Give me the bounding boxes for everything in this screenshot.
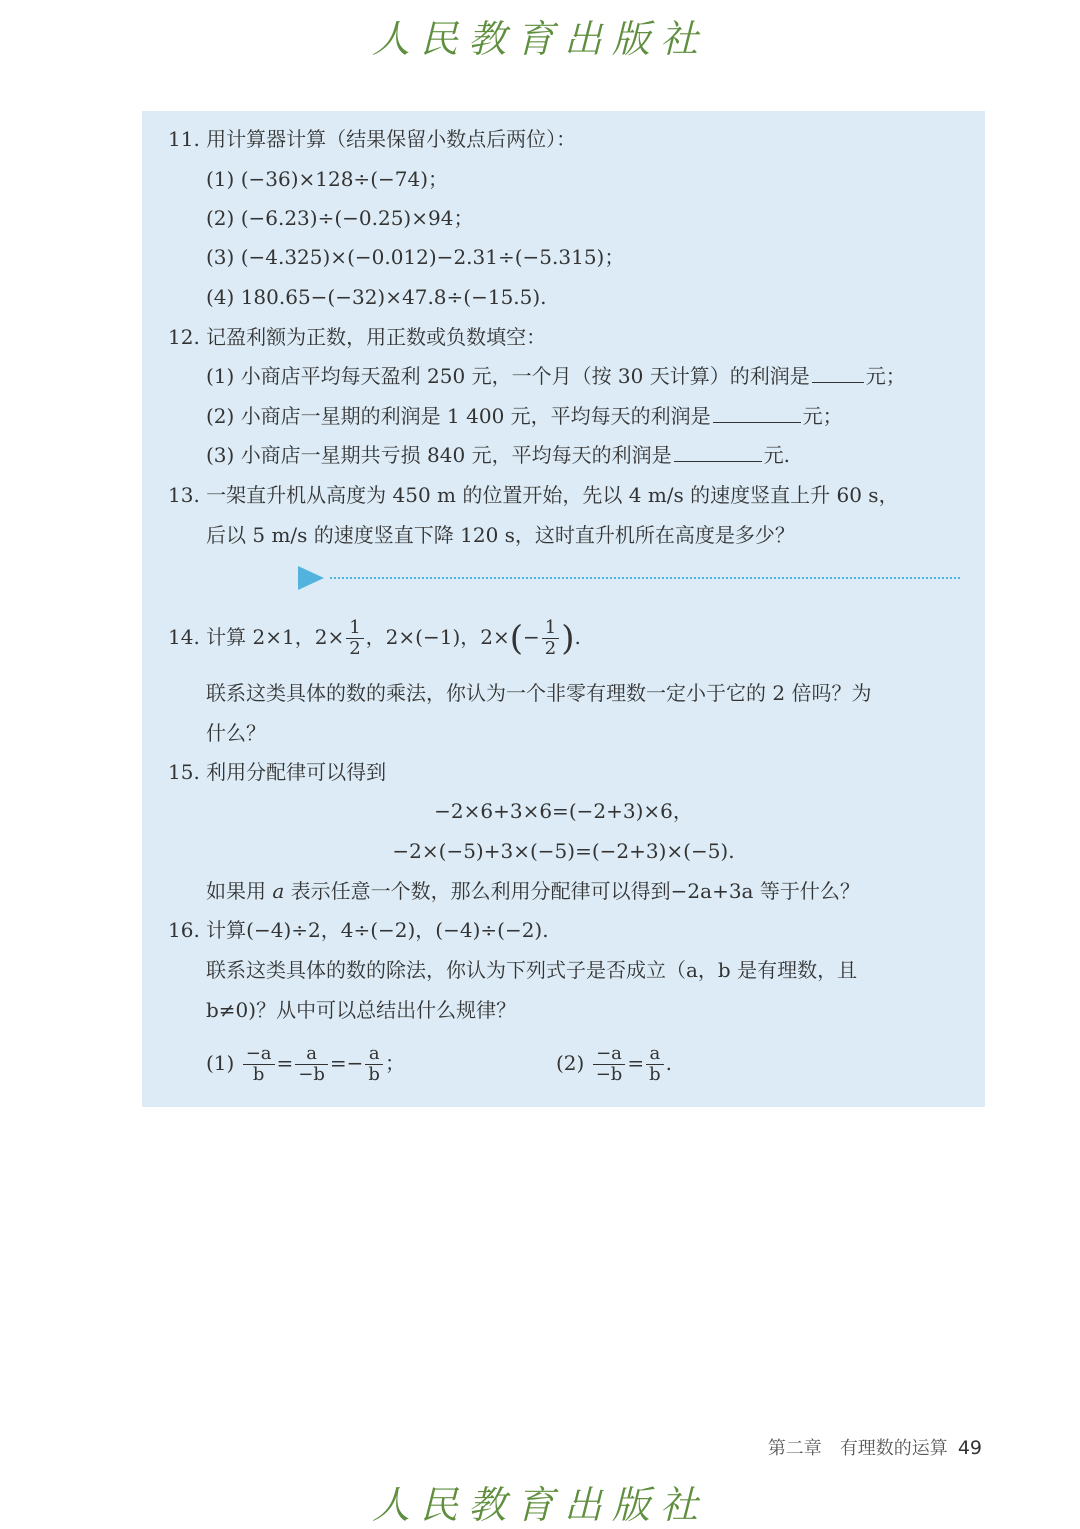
exercise-12-item-2 — [206, 402, 843, 430]
exercise-13-line-1: 13. 一架直升机从高度为 450 m 的位置开始，先以 4 m/s 的速度竖直上升 60 s， — [168, 483, 899, 507]
fraction-half-negative — [542, 618, 559, 659]
publisher-logo-top: 人民教育出版社 — [371, 17, 708, 61]
exercise-12-item-1-text: (1) 小商店平均每天盈利 250 元，一个月（按 30 天计算）的利润是 — [206, 364, 810, 388]
exercise-15-equation-1: −2×6+3×6=(−2+3)×6， — [434, 799, 693, 823]
right-paren: ) — [561, 618, 575, 659]
answer-blank[interactable] — [713, 402, 801, 423]
fraction-numerator: −a — [593, 1044, 626, 1065]
fraction-denominator: 2 — [544, 638, 557, 659]
exercise-11-item-1: (1) (−36)×128÷(−74)； — [206, 167, 449, 191]
expression: −2a+3a — [670, 879, 754, 903]
exercise-12-item-1 — [206, 362, 906, 390]
fraction-denominator: −b — [298, 1064, 325, 1085]
exercise-12-item-2-text: (2) 小商店一星期的利润是 1 400 元，平均每天的利润是 — [206, 404, 711, 428]
fraction-numerator: −a — [243, 1044, 275, 1065]
fraction — [295, 1044, 328, 1085]
exercise-15-line-1: 15. 利用分配律可以得到 — [168, 760, 387, 784]
publisher-logo-bottom: 人民教育出版社 — [371, 1483, 708, 1527]
fraction — [593, 1044, 626, 1085]
footer-chapter-title: 有理数的运算 — [839, 1438, 948, 1459]
answer-blank[interactable] — [674, 441, 762, 462]
page-number: 49 — [957, 1437, 982, 1459]
fraction-denominator: −b — [595, 1064, 623, 1085]
left-paren: ( — [509, 618, 523, 659]
fraction-numerator: a — [295, 1044, 328, 1065]
formula-label: (1) — [206, 1051, 235, 1075]
punctuation: . — [665, 1051, 672, 1075]
fraction-half — [346, 618, 363, 659]
exercise-12-item-1-unit: 元； — [865, 364, 906, 388]
exercise-15-text-c: 等于什么？ — [759, 879, 860, 903]
fraction-denominator: b — [649, 1064, 661, 1085]
equals-sign: = — [627, 1051, 645, 1075]
exercise-11-title: 11. 用计算器计算（结果保留小数点后两位）： — [168, 127, 577, 151]
exercise-12-item-3-unit: 元. — [763, 443, 790, 467]
fraction-numerator: a — [646, 1044, 664, 1065]
exercise-14-lead: 14. 计算 2×1，2× — [168, 625, 345, 649]
punctuation: ； — [384, 1051, 405, 1075]
equals-sign: = — [276, 1051, 294, 1075]
negative-sign: − — [523, 625, 540, 649]
fraction-numerator: 1 — [346, 618, 363, 639]
exercise-13-line-2: 后以 5 m/s 的速度竖直下降 120 s，这时直升机所在高度是多少？ — [206, 523, 795, 547]
fraction-denominator: b — [368, 1064, 380, 1085]
fraction-denominator: 2 — [349, 638, 361, 659]
exercise-16-line-1: 16. 计算(−4)÷2，4÷(−2)，(−4)÷(−2). — [168, 918, 549, 942]
variable-a: a — [272, 879, 285, 903]
formula-label: (2) — [556, 1051, 585, 1075]
exercise-12-item-2-unit: 元； — [802, 404, 843, 428]
page-footer — [768, 1434, 982, 1460]
exercise-15-line-4 — [206, 877, 860, 905]
exercise-16-formula-1 — [206, 1040, 405, 1086]
section-arrow-icon — [298, 566, 324, 590]
fraction — [365, 1044, 383, 1085]
exercise-16-line-3: b≠0)？从中可以总结出什么规律？ — [206, 998, 517, 1022]
exercise-11-item-4: (4) 180.65−(−32)×47.8÷(−15.5). — [206, 285, 547, 309]
fraction-denominator: b — [252, 1064, 265, 1085]
exercise-15-equation-2: −2×(−5)+3×(−5)=(−2+3)×(−5). — [392, 839, 735, 863]
fraction-numerator: 1 — [542, 618, 559, 639]
exercise-16-formula-2 — [556, 1040, 672, 1086]
exercise-12-item-3 — [206, 441, 790, 469]
fraction — [646, 1044, 664, 1085]
equals-sign: =− — [329, 1051, 364, 1075]
exercise-15-text-b: 表示任意一个数，那么利用分配律可以得到 — [290, 879, 671, 903]
exercise-14-sep: ，2×(−1)，2× — [365, 625, 510, 649]
answer-blank[interactable] — [812, 362, 864, 383]
exercise-14-line-3: 什么？ — [206, 721, 266, 745]
exercise-12-item-3-text: (3) 小商店一星期共亏损 840 元，平均每天的利润是 — [206, 443, 672, 467]
fraction — [243, 1044, 275, 1085]
exercise-14-line-1 — [168, 614, 581, 660]
footer-chapter: 第二章 — [767, 1438, 822, 1459]
exercise-11-item-3: (3) (−4.325)×(−0.012)−2.31÷(−5.315)； — [206, 245, 625, 269]
exercise-11-item-2: (2) (−6.23)÷(−0.25)×94； — [206, 206, 474, 230]
fraction-numerator: a — [365, 1044, 383, 1065]
exercise-16-line-2: 联系这类具体的数的除法，你认为下列式子是否成立（a，b 是有理数，且 — [206, 958, 858, 982]
exercise-15-text-a: 如果用 — [206, 879, 266, 903]
section-divider — [330, 577, 960, 579]
exercise-14-line-2: 联系这类具体的数的乘法，你认为一个非零有理数一定小于它的 2 倍吗？为 — [206, 681, 872, 705]
exercise-12-title: 12. 记盈利额为正数，用正数或负数填空： — [168, 325, 547, 349]
exercise-14-end: . — [574, 625, 581, 649]
